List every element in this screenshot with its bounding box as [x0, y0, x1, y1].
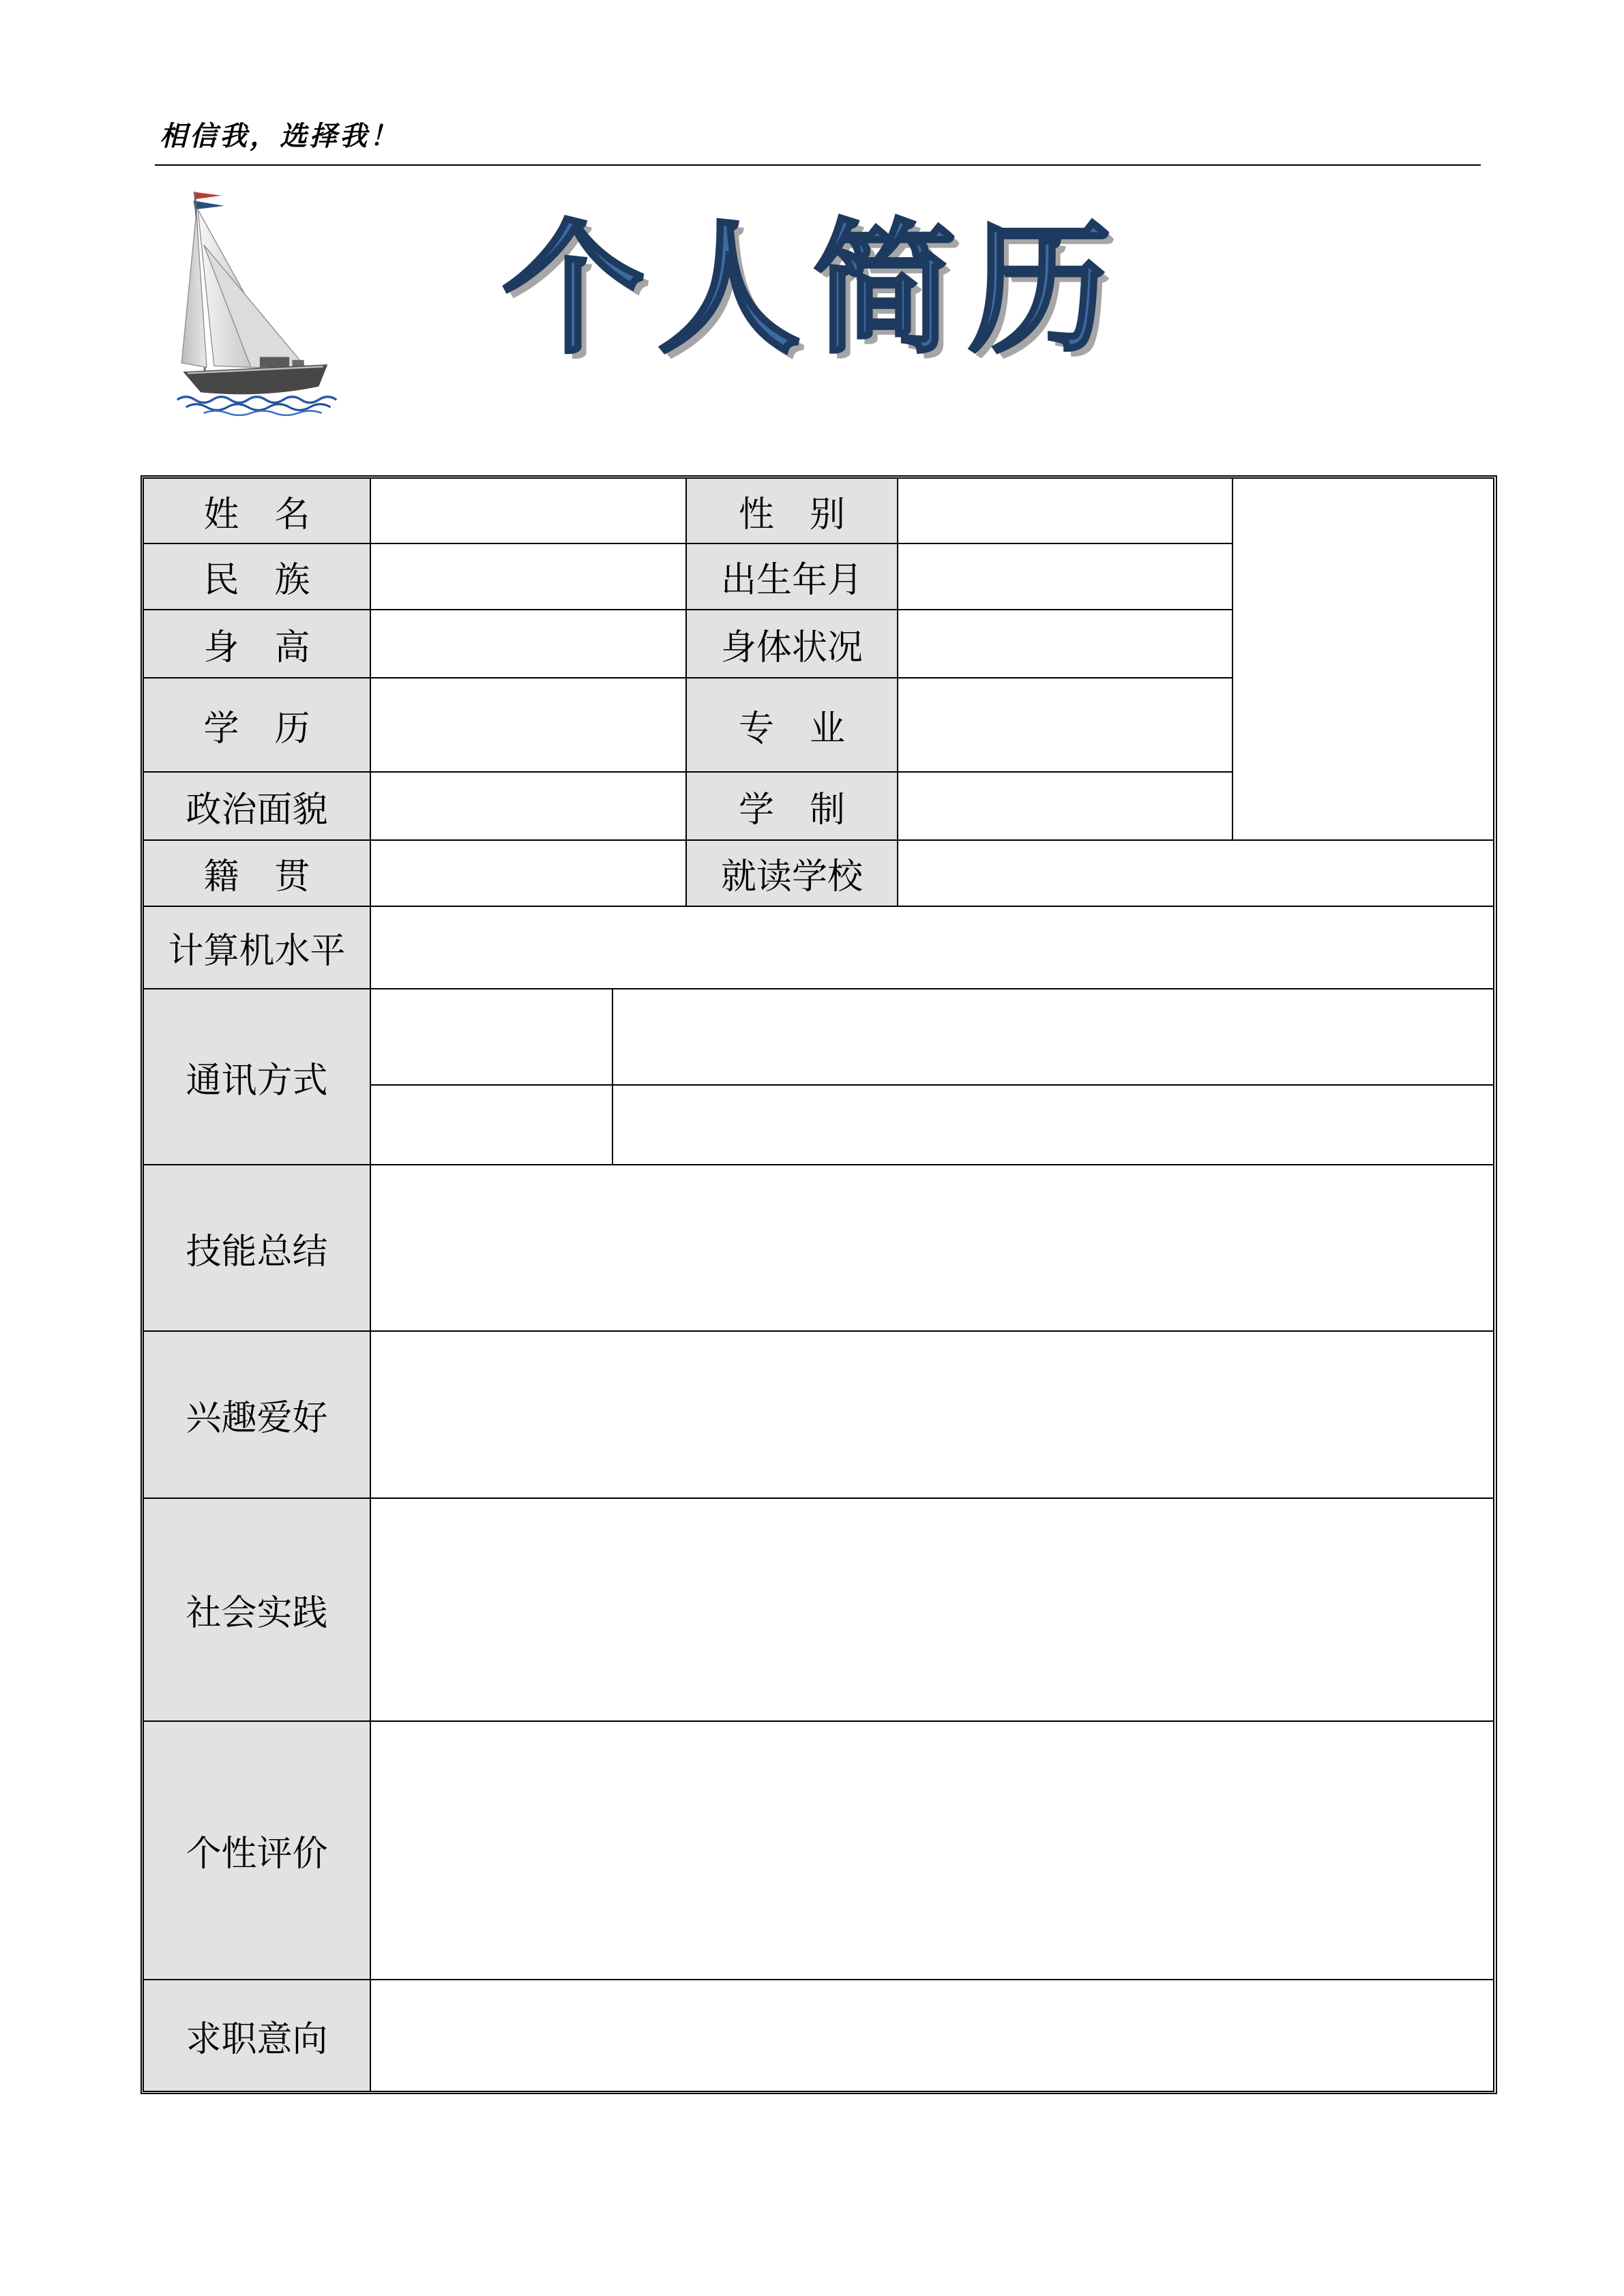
resume-title: 个人简历: [502, 212, 1125, 370]
resume-table: [143, 478, 1494, 2091]
height-label: 身 高: [143, 609, 371, 679]
duration-value-cell[interactable]: [897, 771, 1233, 841]
sailboat-icon: [174, 189, 357, 416]
contact-label: 通讯方式: [143, 988, 371, 1165]
education-label: 学 历: [143, 677, 371, 773]
contact-type-cell-1[interactable]: [370, 988, 613, 1086]
education-value-cell[interactable]: [370, 677, 687, 773]
native-place-value-cell[interactable]: [370, 839, 687, 907]
major-value-cell[interactable]: [897, 677, 1233, 773]
political-value-cell[interactable]: [370, 771, 687, 841]
photo-cell[interactable]: [1232, 477, 1494, 841]
computer-level-label: 计算机水平: [143, 906, 371, 989]
header-divider: [155, 164, 1481, 166]
height-value-cell[interactable]: [370, 609, 687, 679]
name-value-cell[interactable]: [370, 477, 687, 544]
school-value-cell[interactable]: [897, 839, 1494, 907]
contact-type-cell-2[interactable]: [370, 1084, 613, 1165]
objective-value-cell[interactable]: [370, 1979, 1494, 2092]
skills-label: 技能总结: [143, 1164, 371, 1332]
hobbies-value-cell[interactable]: [370, 1330, 1494, 1499]
birth-value-cell[interactable]: [897, 543, 1233, 610]
hobbies-label: 兴趣爱好: [143, 1330, 371, 1499]
skills-value-cell[interactable]: [370, 1164, 1494, 1332]
evaluation-value-cell[interactable]: [370, 1720, 1494, 1980]
ethnicity-label: 民 族: [143, 543, 371, 610]
duration-label: 学 制: [685, 771, 898, 841]
evaluation-label: 个性评价: [143, 1720, 371, 1980]
birth-label: 出生年月: [685, 543, 898, 610]
school-label: 就读学校: [685, 839, 898, 907]
health-label: 身体状况: [685, 609, 898, 679]
header-motto: 相信我，选择我！: [160, 120, 400, 152]
political-label: 政治面貌: [143, 771, 371, 841]
gender-label: 性 别: [685, 477, 898, 544]
ethnicity-value-cell[interactable]: [370, 543, 687, 610]
practice-label: 社会实践: [143, 1497, 371, 1722]
native-place-label: 籍 贯: [143, 839, 371, 907]
practice-value-cell[interactable]: [370, 1497, 1494, 1722]
contact-value-cell-1[interactable]: [612, 988, 1494, 1086]
computer-level-value-cell[interactable]: [370, 906, 1494, 989]
contact-value-cell-2[interactable]: [612, 1084, 1494, 1165]
major-label: 专 业: [685, 677, 898, 773]
objective-label: 求职意向: [143, 1979, 371, 2092]
name-label: 姓 名: [143, 477, 371, 544]
health-value-cell[interactable]: [897, 609, 1233, 679]
gender-value-cell[interactable]: [897, 477, 1233, 544]
